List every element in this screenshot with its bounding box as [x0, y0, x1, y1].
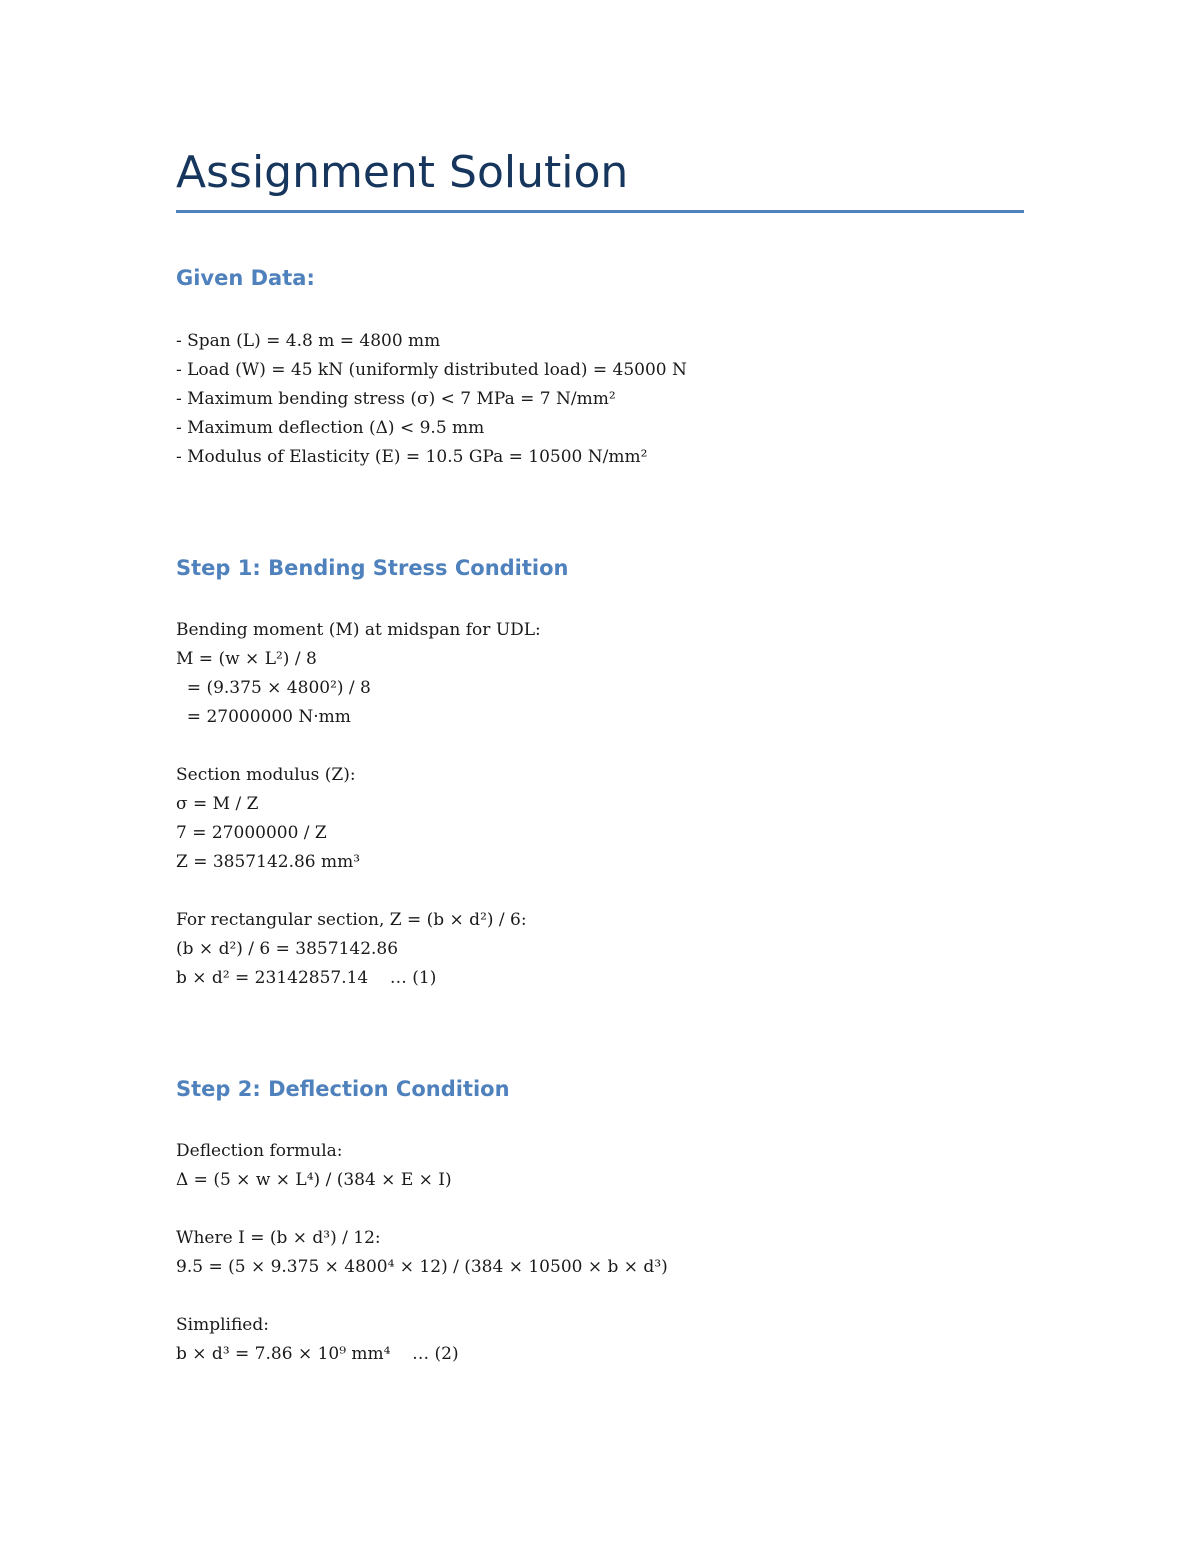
deflection-substitution: 9.5 = (5 × 9.375 × 4800⁴ × 12) / (384 × 10500 × b × d³) [176, 1257, 668, 1277]
spacer [176, 732, 541, 761]
equation-2: b × d³ = 7.86 × 10⁹ mm⁴ … (2) [176, 1344, 459, 1364]
step2-body [176, 1137, 668, 1369]
modulus-intro: Section modulus (Z): [176, 765, 356, 785]
inertia-intro: Where I = (b × d³) / 12: [176, 1228, 381, 1248]
document-title: Assignment Solution [176, 147, 629, 198]
given-deflection: - Maximum deflection (Δ) < 9.5 mm [176, 418, 485, 438]
moment-intro: Bending moment (M) at midspan for UDL: [176, 620, 541, 640]
moment-substitution: = (9.375 × 4800²) / 8 [176, 678, 371, 698]
moment-formula: M = (w × L²) / 8 [176, 649, 317, 669]
rect-section-equation: (b × d²) / 6 = 3857142.86 [176, 939, 399, 959]
spacer [176, 877, 541, 906]
given-data-list [176, 327, 687, 472]
step2-heading: Step 2: Deflection Condition [176, 1077, 510, 1101]
deflection-formula: Δ = (5 × w × L⁴) / (384 × E × I) [176, 1170, 452, 1190]
rect-section-intro: For rectangular section, Z = (b × d²) / 6: [176, 910, 527, 930]
step1-heading: Step 1: Bending Stress Condition [176, 556, 569, 580]
given-modulus-elasticity: - Modulus of Elasticity (E) = 10.5 GPa = 10500 N/mm² [176, 447, 648, 467]
title-underline [176, 210, 1024, 213]
given-bending-stress: - Maximum bending stress (σ) < 7 MPa = 7 N/mm² [176, 389, 616, 409]
equation-1: b × d² = 23142857.14 … (1) [176, 968, 437, 988]
moment-result: = 27000000 N·mm [176, 707, 351, 727]
spacer [176, 1195, 668, 1224]
modulus-result: Z = 3857142.86 mm³ [176, 852, 361, 872]
stress-formula: σ = M / Z [176, 794, 259, 814]
step1-body [176, 616, 541, 993]
spacer [176, 1282, 668, 1311]
given-load: - Load (W) = 45 kN (uniformly distributed load) = 45000 N [176, 360, 687, 380]
given-span: - Span (L) = 4.8 m = 4800 mm [176, 331, 441, 351]
stress-substitution: 7 = 27000000 / Z [176, 823, 327, 843]
deflection-intro: Deflection formula: [176, 1141, 343, 1161]
given-data-heading: Given Data: [176, 266, 315, 290]
simplified-intro: Simplified: [176, 1315, 269, 1335]
